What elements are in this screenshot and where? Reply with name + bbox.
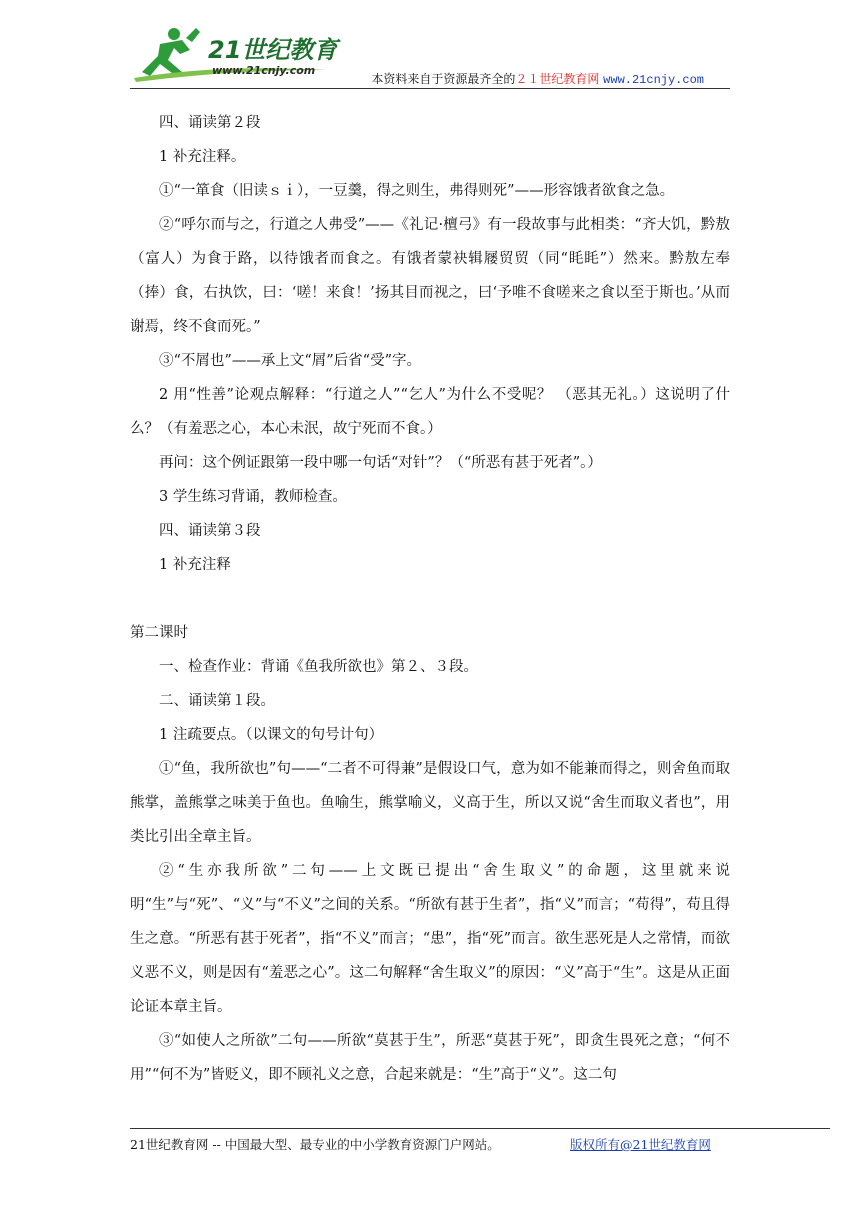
logo-url: www.21cnjy.com [212,64,316,77]
logo-text: 21世纪教育 [208,36,338,64]
paragraph: 二、诵读第１段。 [159,693,275,709]
paragraph: ①“鱼，我所欲也”句——“二者不可得兼”是假设口气，意为如不能兼而得之，则舍鱼而取熊掌，盖熊掌之味美于鱼也。鱼喻生，熊掌喻义，义高于生，所以又说“舍生而取义者也”，用类比引出全章主旨。 [130,761,730,845]
paragraph: 第二课时 [130,625,188,641]
paragraph: ①“一箪食（旧读ｓｉ），一豆羹，得之则生，弗得则死”——形容饿者欲食之急。 [159,183,675,199]
paragraph: 四、诵读第３段 [159,523,261,539]
footer-copyright-link[interactable]: 版权所有@21世纪教育网 [570,1137,711,1152]
header-note [371,70,704,87]
paragraph: ③“不屑也”——承上文“屑”后省“受”字。 [159,353,421,369]
paragraph: ②“呼尔而与之，行道之人弗受”——《礼记·檀弓》有一段故事与此相类：“齐大饥，黔敖（富人）为食于路，以待饿者而食之。有饿者蒙袂辑屦贸贸（同“眊眊”）然来。黔敖左奉（捧）食，右执饮，曰：‘嗟！来食！’扬其目而视之，曰‘予唯不食嗟来之食以至于斯也。’从而谢焉，终不食而死。” [130,217,730,335]
header-note-prefix: 本资料来自于资源最齐全的 [371,72,516,86]
site-logo [130,20,350,84]
paragraph: 1 注疏要点。（以课文的句号计句） [159,727,384,743]
header-note-site: ２１世纪教育网 [515,72,600,86]
paragraph: 1 补充注释。 [159,149,246,165]
paragraph: 四、诵读第２段 [159,115,261,131]
page-footer [130,1128,830,1153]
document-body [130,106,730,1092]
spacer [130,582,730,616]
header-note-url[interactable]: www.21cnjy.com [603,73,704,87]
paragraph: ③“如使人之所欲”二句——所欲“莫甚于生”，所恶“莫甚于死”，即贪生畏死之意；“何不用”“何不为”皆贬义，即不顾礼义之意，合起来就是：“生”高于“义”。这二句 [130,1033,730,1083]
paragraph: 一、检查作业：背诵《鱼我所欲也》第２、３段。 [159,659,478,675]
page-header [130,20,730,89]
paragraph: 3 学生练习背诵，教师检查。 [159,489,347,505]
paragraph: 1 补充注释 [159,557,231,573]
footer-text: 21世纪教育网 -- 中国最大型、最专业的中小学教育资源门户网站。 [130,1137,500,1152]
paragraph: ②“生亦我所欲”二句——上文既已提出“舍生取义”的命题，这里就来说明“生”与“死”、“义”与“不义”之间的关系。“所欲有甚于生者”，指“义”而言；“苟得”，苟且得生之意。“所恶有甚于死者”，指“不义”而言；“患”，指“死”而言。欲生恶死是人之常情，而欲义恶不义，则是因有“羞恶之心”。这二句解释“舍生取义”的原因：“义”高于“生”。这是从正面论证本章主旨。 [130,863,730,1015]
paragraph: 2 用“性善”论观点解释：“行道之人”“乞人”为什么不受呢？ （恶其无礼。）这说明了什么？（有羞恶之心，本心未泯，故宁死而不食。） [130,387,730,437]
paragraph: 再问：这个例证跟第一段中哪一句话“对针”？（“所恶有甚于死者”。） [159,455,602,471]
